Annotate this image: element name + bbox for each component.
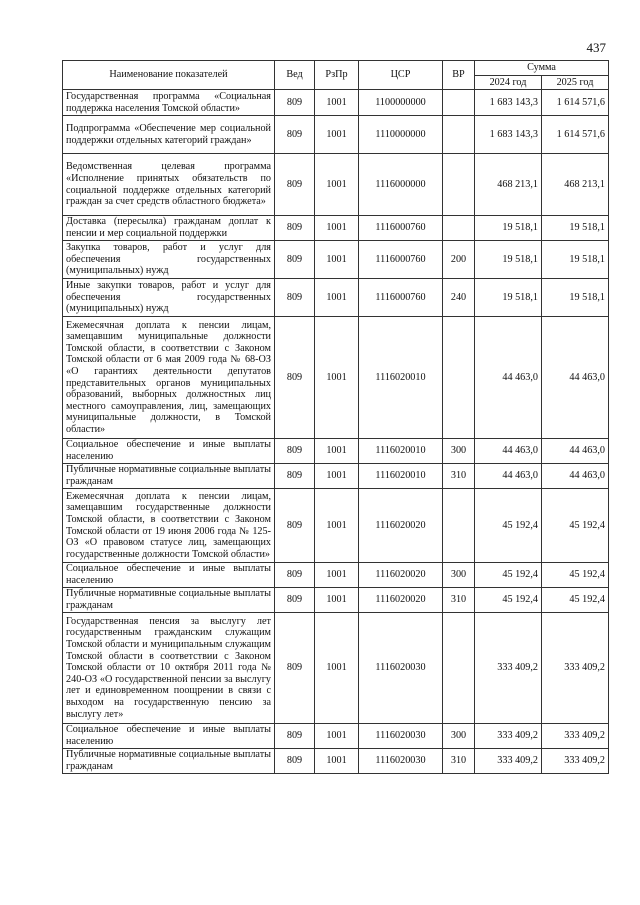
cell-rzpr: 1001 (315, 317, 359, 439)
cell-vr: 300 (443, 563, 475, 588)
cell-sum-2024: 1 683 143,3 (475, 90, 542, 116)
cell-sum-2025: 19 518,1 (542, 279, 609, 317)
cell-rzpr: 1001 (315, 489, 359, 563)
cell-csr: 1116000760 (359, 216, 443, 241)
cell-sum-2025: 1 614 571,6 (542, 116, 609, 154)
cell-name: Закупка товаров, работ и услуг для обеспечения государственных (муниципальных) нужд (63, 241, 275, 279)
cell-ved: 809 (275, 216, 315, 241)
cell-name: Социальное обеспечение и иные выплаты населению (63, 563, 275, 588)
cell-sum-2024: 45 192,4 (475, 588, 542, 613)
cell-ved: 809 (275, 439, 315, 464)
table-row (63, 317, 609, 439)
cell-name: Публичные нормативные социальные выплаты гражданам (63, 588, 275, 613)
cell-ved: 809 (275, 749, 315, 774)
cell-sum-2025: 1 614 571,6 (542, 90, 609, 116)
cell-ved: 809 (275, 563, 315, 588)
cell-rzpr: 1001 (315, 116, 359, 154)
table-row (63, 116, 609, 154)
cell-rzpr: 1001 (315, 724, 359, 749)
cell-rzpr: 1001 (315, 216, 359, 241)
cell-ved: 809 (275, 317, 315, 439)
cell-ved: 809 (275, 588, 315, 613)
cell-vr: 200 (443, 241, 475, 279)
table-row (63, 154, 609, 216)
table-row (63, 724, 609, 749)
table-row (63, 588, 609, 613)
table-row (63, 216, 609, 241)
cell-vr (443, 613, 475, 724)
cell-csr: 1116000760 (359, 241, 443, 279)
cell-sum-2025: 45 192,4 (542, 563, 609, 588)
cell-csr: 1116000760 (359, 279, 443, 317)
cell-rzpr: 1001 (315, 588, 359, 613)
header-ved: Вед (275, 61, 315, 90)
cell-sum-2025: 44 463,0 (542, 317, 609, 439)
header-year-2025: 2025 год (542, 76, 609, 90)
table-row (63, 563, 609, 588)
budget-table (62, 60, 609, 774)
cell-csr: 1116020010 (359, 317, 443, 439)
cell-sum-2024: 45 192,4 (475, 563, 542, 588)
header-vr: ВР (443, 61, 475, 90)
cell-vr (443, 489, 475, 563)
cell-sum-2024: 45 192,4 (475, 489, 542, 563)
cell-csr: 1116000000 (359, 154, 443, 216)
cell-sum-2025: 19 518,1 (542, 241, 609, 279)
cell-csr: 1116020030 (359, 724, 443, 749)
cell-name: Ежемесячная доплата к пенсии лицам, замещавшим муниципальные должности Томской области, в соответствии с Законом Томской области от 6 мая 2009 года № 68-ОЗ «О гарантиях деятельности депутатов представительных органов муниципальных образований, выборных должностных лиц местного самоуправления, лиц, замещающих муниципальные должности, в Томской области» (63, 317, 275, 439)
cell-sum-2024: 19 518,1 (475, 279, 542, 317)
table-row (63, 241, 609, 279)
cell-name: Иные закупки товаров, работ и услуг для обеспечения государственных (муниципальных) нужд (63, 279, 275, 317)
cell-sum-2025: 45 192,4 (542, 588, 609, 613)
cell-name: Ведомственная целевая программа «Исполнение принятых обязательств по социальной поддержке отдельных категорий граждан за счет средств областного бюджета» (63, 154, 275, 216)
cell-csr: 1116020020 (359, 563, 443, 588)
cell-csr: 1110000000 (359, 116, 443, 154)
cell-name: Ежемесячная доплата к пенсии лицам, замещавшим государственные должности Томской области, в соответствии с Законом Томской области от 19 июня 2006 года № 125-ОЗ «О правовом статусе лиц, замещающих государственные должности Томской области» (63, 489, 275, 563)
cell-vr: 300 (443, 439, 475, 464)
cell-sum-2024: 19 518,1 (475, 241, 542, 279)
table-row (63, 279, 609, 317)
header-sum: Сумма (475, 61, 609, 76)
cell-ved: 809 (275, 279, 315, 317)
cell-sum-2025: 44 463,0 (542, 439, 609, 464)
cell-ved: 809 (275, 116, 315, 154)
header-rzpr: РзПр (315, 61, 359, 90)
cell-sum-2024: 44 463,0 (475, 317, 542, 439)
cell-sum-2025: 333 409,2 (542, 749, 609, 774)
cell-vr (443, 317, 475, 439)
page-number: 437 (586, 40, 606, 55)
cell-ved: 809 (275, 90, 315, 116)
cell-rzpr: 1001 (315, 241, 359, 279)
cell-csr: 1116020030 (359, 613, 443, 724)
cell-vr: 310 (443, 588, 475, 613)
cell-sum-2024: 44 463,0 (475, 439, 542, 464)
cell-sum-2025: 44 463,0 (542, 464, 609, 489)
cell-ved: 809 (275, 489, 315, 563)
cell-rzpr: 1001 (315, 749, 359, 774)
cell-ved: 809 (275, 154, 315, 216)
cell-name: Публичные нормативные социальные выплаты гражданам (63, 464, 275, 489)
cell-vr (443, 90, 475, 116)
cell-vr (443, 154, 475, 216)
cell-name: Публичные нормативные социальные выплаты гражданам (63, 749, 275, 774)
cell-name: Государственная пенсия за выслугу лет государственным гражданским служащим Томской области и муниципальным служащим Томской области в соответствии с Законом Томской области от 10 октября 2011 года № 240-ОЗ «О государственной пенсии за выслугу лет и единовременном поощрении в связи с выходом на государственную пенсию за выслугу лет» (63, 613, 275, 724)
cell-csr: 1116020020 (359, 588, 443, 613)
cell-vr: 310 (443, 749, 475, 774)
cell-ved: 809 (275, 241, 315, 279)
cell-csr: 1100000000 (359, 90, 443, 116)
cell-sum-2024: 468 213,1 (475, 154, 542, 216)
cell-ved: 809 (275, 464, 315, 489)
cell-vr: 310 (443, 464, 475, 489)
cell-ved: 809 (275, 724, 315, 749)
cell-sum-2025: 333 409,2 (542, 724, 609, 749)
cell-ved: 809 (275, 613, 315, 724)
cell-name: Подпрограмма «Обеспечение мер социальной поддержки отдельных категорий граждан» (63, 116, 275, 154)
cell-vr: 240 (443, 279, 475, 317)
cell-vr (443, 216, 475, 241)
cell-rzpr: 1001 (315, 154, 359, 216)
cell-rzpr: 1001 (315, 279, 359, 317)
cell-sum-2024: 44 463,0 (475, 464, 542, 489)
cell-vr (443, 116, 475, 154)
cell-rzpr: 1001 (315, 464, 359, 489)
cell-name: Государственная программа «Социальная поддержка населения Томской области» (63, 90, 275, 116)
table-row (63, 439, 609, 464)
cell-vr: 300 (443, 724, 475, 749)
cell-csr: 1116020010 (359, 464, 443, 489)
cell-csr: 1116020010 (359, 439, 443, 464)
cell-sum-2024: 19 518,1 (475, 216, 542, 241)
cell-sum-2025: 333 409,2 (542, 613, 609, 724)
cell-sum-2025: 19 518,1 (542, 216, 609, 241)
table-row (63, 613, 609, 724)
table-body (63, 90, 609, 774)
cell-rzpr: 1001 (315, 439, 359, 464)
header-csr: ЦСР (359, 61, 443, 90)
cell-sum-2024: 333 409,2 (475, 613, 542, 724)
cell-name: Социальное обеспечение и иные выплаты населению (63, 724, 275, 749)
table-row (63, 464, 609, 489)
cell-csr: 1116020020 (359, 489, 443, 563)
cell-sum-2025: 45 192,4 (542, 489, 609, 563)
cell-rzpr: 1001 (315, 90, 359, 116)
cell-rzpr: 1001 (315, 613, 359, 724)
cell-sum-2025: 468 213,1 (542, 154, 609, 216)
cell-name: Доставка (пересылка) гражданам доплат к пенсии и мер социальной поддержки (63, 216, 275, 241)
cell-rzpr: 1001 (315, 563, 359, 588)
cell-name: Социальное обеспечение и иные выплаты населению (63, 439, 275, 464)
table-row (63, 489, 609, 563)
cell-sum-2024: 333 409,2 (475, 749, 542, 774)
cell-sum-2024: 333 409,2 (475, 724, 542, 749)
cell-sum-2024: 1 683 143,3 (475, 116, 542, 154)
header-name: Наименование показателей (63, 61, 275, 90)
table-row (63, 90, 609, 116)
cell-csr: 1116020030 (359, 749, 443, 774)
table-row (63, 749, 609, 774)
header-year-2024: 2024 год (475, 76, 542, 90)
